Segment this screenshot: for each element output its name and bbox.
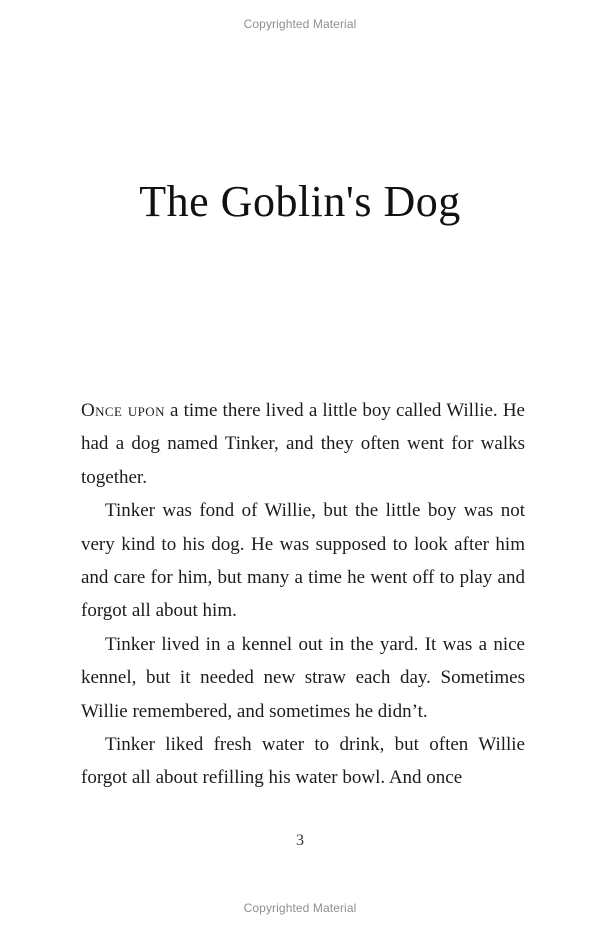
paragraph-text: a time there lived a little boy called Willie. He had a dog named Tinker, and they often went for walks together. [81, 400, 525, 488]
chapter-body [81, 394, 525, 795]
paragraph-1 [81, 394, 525, 494]
paragraph-4: Tinker liked fresh water to drink, but often Willie forgot all about refilling his water bowl. And once [81, 734, 525, 789]
paragraph-2: Tinker was fond of Willie, but the little boy was not very kind to his dog. He was supposed to look after him and care for him, but many a time he went off to play and forgot all about him. [81, 500, 525, 622]
page-number: 3 [296, 832, 304, 849]
paragraph-lead-in: Once upon [81, 400, 165, 421]
copyright-watermark-bottom: Copyrighted Material [243, 901, 357, 915]
copyright-watermark-top: Copyrighted Material [243, 17, 357, 31]
chapter-title: The Goblin's Dog [139, 177, 461, 226]
paragraph-3: Tinker lived in a kennel out in the yard. It was a nice kennel, but it needed new straw each day. Sometimes Willie remembered, and sometimes he didn’t. [81, 633, 525, 722]
